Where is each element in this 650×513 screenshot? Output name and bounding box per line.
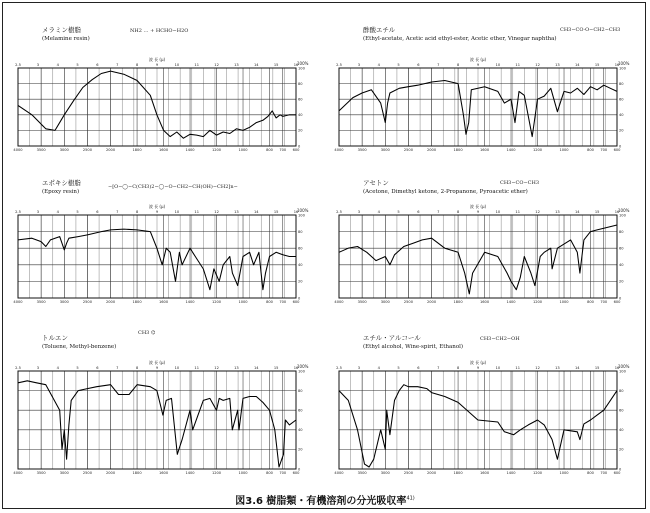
x-top-tick-label: 3	[357, 210, 361, 214]
x-bottom-tick-label: 800	[587, 300, 594, 304]
x-top-tick-label: 10	[495, 210, 501, 214]
x-top-tick-label: 11	[194, 210, 200, 214]
chart-subtitle: (Epoxy resin)	[42, 189, 80, 195]
x-top-tick-label: 7	[116, 366, 119, 370]
x-bottom-tick-label: 800	[266, 471, 273, 475]
y-tick-label: 20	[619, 128, 624, 133]
x-top-tick-label: 15	[594, 366, 600, 370]
x-bottom-tick-label: 700	[600, 471, 608, 475]
x-top-tick-label: 6	[96, 210, 99, 214]
x-bottom-tick-label: 2500	[82, 471, 93, 475]
x-top-tick-label: 2.5	[336, 63, 342, 67]
x-top-tick-label: 14	[574, 63, 580, 67]
x-bottom-tick-label: 3000	[380, 471, 390, 475]
x-top-tick-label: 13	[234, 63, 239, 67]
y-tick-label: 40	[298, 113, 303, 118]
x-bottom-tick-label: 2000	[426, 148, 437, 152]
y-tick-label: 40	[619, 113, 624, 118]
caption-text: 図3.6 樹脂類・有機溶剤の分光吸収率	[235, 496, 407, 507]
x-bottom-tick-label: 700	[279, 148, 287, 152]
y-tick-label: 60	[619, 246, 624, 251]
x-bottom-tick-label: 3500	[36, 300, 46, 304]
x-bottom-tick-label: 3500	[36, 148, 46, 152]
x-bottom-tick-label: 4000	[334, 148, 344, 152]
x-top-tick-label: 12	[214, 63, 219, 67]
x-bottom-tick-label: 1400	[185, 471, 195, 475]
x-bottom-tick-label: 600	[292, 300, 300, 304]
x-bottom-tick-label: 1800	[453, 300, 463, 304]
x-top-tick-label: 9	[155, 366, 159, 370]
x-top-tick-label: 2.5	[336, 210, 342, 214]
x-top-tick-label: 5	[76, 366, 79, 370]
x-top-tick-label: 14	[574, 366, 580, 370]
x-bottom-tick-label: 2500	[403, 300, 414, 304]
chart-subtitle: (Ethyl-acetate, Acetic acid ethyl-ester, Acetic ether, Vinegar naphtha)	[363, 36, 557, 42]
chart-title: アセトン	[363, 179, 389, 187]
x-bottom-tick-label: 4000	[13, 471, 23, 475]
y-axis-label: 100%	[618, 208, 630, 213]
x-bottom-tick-label: 1800	[453, 148, 463, 152]
x-top-tick-label: 3	[36, 210, 40, 214]
x-bottom-tick-label: 2500	[82, 148, 93, 152]
x-top-tick-label: 7	[116, 210, 119, 214]
x-bottom-tick-label: 4000	[13, 148, 23, 152]
x-top-tick-label: 2.5	[15, 63, 21, 67]
chemical-formula: CH3−CO·O−CH2−CH3	[560, 27, 621, 33]
y-tick-label: 80	[298, 388, 303, 393]
x-top-tick-label: 12	[535, 366, 540, 370]
x-top-tick-label: 5	[397, 210, 400, 214]
x-bottom-tick-label: 2000	[105, 148, 116, 152]
x-top-tick-label: 16	[293, 63, 299, 67]
x-bottom-tick-label: 1400	[506, 300, 516, 304]
x-bottom-tick-label: 1800	[453, 471, 463, 475]
x-top-tick-label: 2.5	[336, 366, 342, 370]
x-bottom-tick-label: 2500	[82, 300, 93, 304]
y-tick-label: 80	[619, 388, 624, 393]
x-top-tick-label: 4	[377, 210, 380, 214]
x-top-tick-label: 12	[535, 210, 540, 214]
x-bottom-tick-label: 2000	[105, 471, 116, 475]
x-bottom-tick-label: 1400	[185, 148, 195, 152]
x-top-tick-label: 9	[476, 210, 480, 214]
x-bottom-tick-label: 3500	[357, 148, 367, 152]
x-bottom-tick-label: 1200	[532, 471, 543, 475]
x-top-tick-label: 8	[135, 366, 139, 370]
y-axis-label: 100%	[297, 208, 309, 213]
y-tick-label: 20	[298, 279, 303, 284]
x-bottom-tick-label: 3500	[36, 471, 46, 475]
y-tick-label: 0	[298, 144, 301, 149]
x-top-tick-label: 16	[614, 63, 620, 67]
chemical-formula: NH2 … + HCHO−H2O	[130, 28, 189, 34]
x-bottom-tick-label: 2500	[403, 148, 414, 152]
y-axis-label: 100%	[618, 61, 630, 66]
x-top-tick-label: 13	[234, 366, 239, 370]
x-top-tick-label: 15	[273, 63, 279, 67]
x-bottom-tick-label: 1400	[506, 471, 516, 475]
x-top-tick-label: 4	[377, 366, 380, 370]
x-bottom-tick-label: 700	[600, 300, 608, 304]
x-top-tick-label: 4	[377, 63, 380, 67]
x-top-tick-label: 16	[293, 210, 299, 214]
x-bottom-tick-label: 4000	[334, 300, 344, 304]
y-tick-label: 100	[619, 66, 626, 71]
x-bottom-tick-label: 800	[266, 148, 273, 152]
x-top-tick-label: 5	[397, 63, 400, 67]
x-bottom-tick-label: 800	[587, 148, 594, 152]
x-top-tick-label: 13	[555, 366, 560, 370]
y-tick-label: 0	[298, 296, 301, 301]
x-top-tick-label: 16	[614, 366, 620, 370]
x-top-tick-label: 13	[555, 210, 560, 214]
y-tick-label: 40	[619, 263, 624, 268]
x-bottom-tick-label: 1600	[158, 300, 169, 304]
x-bottom-tick-label: 2500	[403, 471, 414, 475]
x-top-tick-label: 13	[555, 63, 560, 67]
x-top-tick-label: 5	[76, 210, 79, 214]
x-top-tick-label: 6	[417, 63, 420, 67]
x-bottom-tick-label: 4000	[334, 471, 344, 475]
x-bottom-tick-label: 1200	[211, 471, 222, 475]
y-tick-label: 100	[298, 66, 305, 71]
y-tick-label: 60	[298, 97, 303, 102]
x-top-tick-label: 6	[96, 366, 99, 370]
x-top-tick-label: 14	[253, 63, 259, 67]
x-top-tick-label: 8	[456, 210, 460, 214]
x-bottom-tick-label: 1000	[238, 148, 248, 152]
y-tick-label: 0	[619, 144, 622, 149]
x-bottom-tick-label: 2000	[105, 300, 116, 304]
x-top-axis-label: 波 長 (μ)	[148, 204, 166, 209]
x-top-tick-label: 9	[476, 63, 480, 67]
x-top-tick-label: 11	[515, 366, 521, 370]
x-bottom-tick-label: 3000	[59, 300, 69, 304]
y-tick-label: 100	[619, 213, 626, 218]
x-top-tick-label: 3	[36, 366, 40, 370]
y-tick-label: 0	[619, 467, 622, 472]
x-top-tick-label: 3	[36, 63, 40, 67]
y-tick-label: 100	[619, 369, 626, 374]
x-bottom-tick-label: 1000	[238, 300, 248, 304]
x-bottom-tick-label: 3000	[59, 148, 69, 152]
x-bottom-tick-label: 1800	[132, 471, 142, 475]
x-top-tick-label: 9	[155, 210, 159, 214]
y-tick-label: 20	[619, 447, 624, 452]
x-top-tick-label: 2.5	[15, 210, 21, 214]
y-axis-label: 100%	[297, 364, 309, 369]
y-tick-label: 0	[298, 467, 301, 472]
x-bottom-tick-label: 3500	[357, 471, 367, 475]
x-top-tick-label: 6	[417, 366, 420, 370]
x-top-tick-label: 4	[56, 210, 59, 214]
x-top-tick-label: 5	[76, 63, 79, 67]
chart-title: エポキシ樹脂	[42, 179, 81, 187]
y-tick-label: 20	[298, 128, 303, 133]
y-tick-label: 80	[619, 229, 624, 234]
x-top-tick-label: 14	[253, 210, 259, 214]
x-bottom-tick-label: 1200	[211, 148, 222, 152]
x-bottom-tick-label: 1600	[479, 300, 490, 304]
x-top-tick-label: 7	[437, 210, 440, 214]
x-bottom-tick-label: 1400	[506, 148, 516, 152]
x-top-tick-label: 8	[456, 366, 460, 370]
x-top-tick-label: 12	[214, 210, 219, 214]
x-top-tick-label: 8	[456, 63, 460, 67]
chart-subtitle: (Toluene, Methyl-benzene)	[42, 344, 117, 350]
x-bottom-tick-label: 2000	[426, 471, 437, 475]
x-bottom-tick-label: 1200	[532, 148, 543, 152]
x-top-tick-label: 2.5	[15, 366, 21, 370]
x-top-tick-label: 3	[357, 366, 361, 370]
chart-title: 酢酸エチル	[363, 26, 396, 34]
x-top-tick-label: 16	[614, 210, 620, 214]
x-top-tick-label: 9	[476, 366, 480, 370]
y-tick-label: 40	[298, 263, 303, 268]
x-top-tick-label: 5	[397, 366, 400, 370]
x-top-tick-label: 15	[273, 366, 279, 370]
x-top-tick-label: 14	[253, 366, 259, 370]
x-top-tick-label: 7	[116, 63, 119, 67]
x-top-tick-label: 6	[417, 210, 420, 214]
x-top-tick-label: 9	[155, 63, 159, 67]
chart-subtitle: (Ethyl alcohol, Wine-spirit, Ethanol)	[363, 344, 464, 350]
x-bottom-tick-label: 3500	[357, 300, 367, 304]
x-top-tick-label: 11	[194, 366, 200, 370]
caption-ref: 41)	[406, 495, 415, 502]
y-tick-label: 80	[298, 229, 303, 234]
x-top-tick-label: 10	[174, 63, 180, 67]
x-bottom-tick-label: 600	[613, 471, 621, 475]
x-bottom-tick-label: 1800	[132, 148, 142, 152]
x-bottom-tick-label: 3000	[380, 300, 390, 304]
x-top-axis-label: 波 長 (μ)	[469, 204, 487, 209]
x-top-axis-label: 波 長 (μ)	[148, 57, 166, 62]
x-bottom-tick-label: 800	[587, 471, 594, 475]
x-bottom-tick-label: 600	[613, 148, 621, 152]
x-bottom-tick-label: 4000	[13, 300, 23, 304]
x-top-tick-label: 7	[437, 366, 440, 370]
x-bottom-tick-label: 1200	[211, 300, 222, 304]
x-bottom-tick-label: 1800	[132, 300, 142, 304]
y-tick-label: 40	[619, 428, 624, 433]
y-axis-label: 100%	[618, 364, 630, 369]
x-top-tick-label: 12	[214, 366, 219, 370]
x-top-tick-label: 10	[495, 366, 501, 370]
x-top-tick-label: 10	[174, 366, 180, 370]
chemical-formula: CH3−CO−CH3	[500, 180, 540, 186]
y-tick-label: 100	[298, 369, 305, 374]
x-top-tick-label: 10	[495, 63, 501, 67]
x-top-tick-label: 15	[594, 210, 600, 214]
x-top-tick-label: 8	[135, 210, 139, 214]
x-top-tick-label: 12	[535, 63, 540, 67]
x-bottom-tick-label: 1600	[479, 148, 490, 152]
chart-title: エチル・アルコール	[363, 334, 421, 342]
x-bottom-tick-label: 600	[613, 300, 621, 304]
x-bottom-tick-label: 1400	[185, 300, 195, 304]
x-top-tick-label: 11	[194, 63, 200, 67]
x-top-tick-label: 7	[437, 63, 440, 67]
y-tick-label: 40	[298, 428, 303, 433]
x-bottom-tick-label: 2000	[426, 300, 437, 304]
x-bottom-tick-label: 1200	[532, 300, 543, 304]
chart-subtitle: (Acetone, Dimethyl ketone, 2-Propanone, Pyroacetic ether)	[363, 189, 528, 195]
x-top-tick-label: 16	[293, 366, 299, 370]
x-bottom-tick-label: 800	[266, 300, 273, 304]
chemical-formula: CH3 ⌬	[138, 330, 156, 336]
x-bottom-tick-label: 1000	[559, 148, 569, 152]
y-tick-label: 60	[619, 408, 624, 413]
chart-subtitle: (Melamine resin)	[42, 36, 90, 42]
x-top-tick-label: 3	[357, 63, 361, 67]
x-bottom-tick-label: 3000	[380, 148, 390, 152]
x-bottom-tick-label: 700	[279, 471, 287, 475]
x-top-tick-label: 4	[56, 366, 59, 370]
x-bottom-tick-label: 1000	[559, 471, 569, 475]
x-bottom-tick-label: 1600	[158, 471, 169, 475]
y-tick-label: 0	[619, 296, 622, 301]
y-tick-label: 20	[298, 447, 303, 452]
chart-title: メラミン樹脂	[42, 26, 81, 34]
chemical-formula: −[O−◯−C(CH3)2−◯−O−CH2−CH(OH)−CH2]n−	[108, 184, 238, 190]
x-bottom-tick-label: 1600	[479, 471, 490, 475]
x-top-tick-label: 10	[174, 210, 180, 214]
chemical-formula: CH3−CH2−OH	[480, 336, 520, 342]
x-bottom-tick-label: 600	[292, 148, 300, 152]
x-top-tick-label: 15	[273, 210, 279, 214]
figure-caption	[0, 492, 650, 507]
y-tick-label: 20	[619, 279, 624, 284]
x-bottom-tick-label: 700	[600, 148, 608, 152]
x-bottom-tick-label: 1000	[238, 471, 248, 475]
y-tick-label: 80	[619, 81, 624, 86]
x-top-axis-label: 波 長 (μ)	[148, 360, 166, 365]
x-top-tick-label: 14	[574, 210, 580, 214]
x-top-axis-label: 波 長 (μ)	[469, 360, 487, 365]
x-top-tick-label: 6	[96, 63, 99, 67]
x-bottom-tick-label: 600	[292, 471, 300, 475]
x-bottom-tick-label: 700	[279, 300, 287, 304]
y-tick-label: 80	[298, 81, 303, 86]
y-tick-label: 60	[298, 246, 303, 251]
x-bottom-tick-label: 1000	[559, 300, 569, 304]
y-tick-label: 100	[298, 213, 305, 218]
x-top-tick-label: 13	[234, 210, 239, 214]
x-top-tick-label: 8	[135, 63, 139, 67]
x-top-axis-label: 波 長 (μ)	[469, 57, 487, 62]
x-top-tick-label: 4	[56, 63, 59, 67]
chart-title: トルエン	[42, 334, 68, 342]
x-bottom-tick-label: 1600	[158, 148, 169, 152]
x-top-tick-label: 11	[515, 210, 521, 214]
y-tick-label: 60	[298, 408, 303, 413]
y-axis-label: 100%	[297, 61, 309, 66]
x-bottom-tick-label: 3000	[59, 471, 69, 475]
x-top-tick-label: 15	[594, 63, 600, 67]
x-top-tick-label: 11	[515, 63, 521, 67]
y-tick-label: 60	[619, 97, 624, 102]
